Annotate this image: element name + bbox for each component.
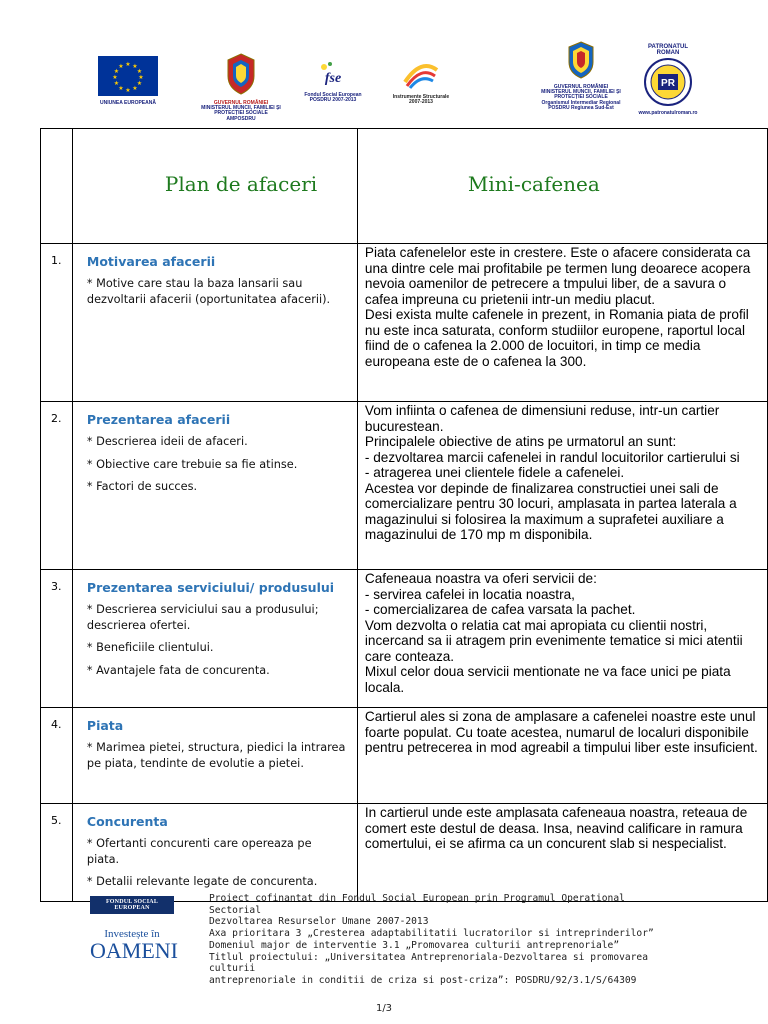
row-topic-cell (72, 570, 357, 708)
content-paragraph: Mixul celor doua servicii mentionate ne va face unici pe piata locala. (364, 664, 731, 695)
content-paragraph: Desi exista multe cafenele in prezent, in Romania piata de profil nu este inca saturata, conform studiilor europene, raportul local fiind de o cafenea la 2.000 de locuitori, in timp ce media europeana este de o cafenea la 300. (364, 307, 749, 369)
svg-text:★: ★ (136, 68, 143, 75)
patronatul-roman-logo (636, 44, 700, 117)
footer-line: antreprenoriale in conditii de criza si post-criza”: POSDRU/92/3.1/S/64309 (209, 974, 637, 986)
row-content-cell (357, 804, 767, 902)
table-header-row (41, 129, 768, 244)
eu-flag-icon (98, 56, 158, 96)
row-number: 3. (41, 570, 73, 708)
fse-mark-icon (316, 58, 350, 88)
topic-bullet: * Beneficiile clientului. (86, 641, 214, 654)
row-number: 1. (41, 244, 73, 402)
footer-fse-logo (90, 896, 178, 963)
coat-of-arms-icon (224, 52, 258, 96)
coat-of-arms-icon (566, 40, 596, 80)
topic-bullet: * Motive care stau la baza lansarii sau dezvoltarii afacerii (oportunitatea afacerii). (86, 277, 331, 306)
table-row (41, 402, 768, 570)
svg-text:★: ★ (138, 74, 144, 81)
row-number: 2. (41, 402, 73, 570)
footer-line: Titlul proiectului: „Universitatea Antreprenoriala-Dezvoltarea si promovarea culturii (209, 951, 648, 975)
eu-caption: UNIUNEA EUROPEANĂ (100, 99, 156, 106)
government-logo (198, 52, 284, 122)
topic-bullet: * Ofertanti concurenti care opereaza pe piata. (86, 837, 312, 866)
section-title: Prezentarea serviciului/ produsului (86, 580, 335, 595)
row-content-cell (357, 244, 767, 402)
table-row (41, 244, 768, 402)
gov2-caption-line: MINISTERUL MUNCII, FAMILIEI ȘI (541, 89, 621, 96)
svg-text:★: ★ (113, 68, 120, 75)
content-paragraph: Piata cafenelelor este in crestere. Este o afacere considerata ca una dintre cele mai profitabile pe termen lung deoarece acopera nevoia oamenilor de petrecere a tmpului liber, de a savura o cafea impreuna cu prietenii intr-un mediu placut. (364, 245, 751, 307)
topic-bullet: * Obiective care trebuie sa fie atinse. (86, 457, 298, 471)
row-content-cell (357, 570, 767, 708)
footer-line: Dezvoltarea Resurselor Umane 2007-2013 (209, 916, 429, 928)
row-topic-cell (72, 244, 357, 402)
structural-instruments-icon (401, 56, 441, 90)
svg-text:★: ★ (132, 63, 138, 70)
row-content-cell (357, 402, 767, 570)
content-paragraph: Principalele obiective de atins pe urmatorul an sunt: (364, 434, 677, 449)
footer-line: Proiect cofinantat din Fondul Social European prin Programul Operational Sectorial (209, 893, 625, 916)
is-caption-line: Instrumente Structurale (392, 93, 450, 100)
row-number: 4. (41, 708, 73, 804)
footer-logo-bar: FONDUL SOCIAL EUROPEAN (90, 896, 174, 914)
table-row (41, 708, 768, 804)
row-topic-cell (72, 804, 357, 902)
content-paragraph: - comercializarea de cafea varsata la pachet. (364, 602, 636, 617)
gov1-caption-line: MINISTERUL MUNCII, FAMILIEI ȘI (201, 105, 281, 112)
fse-caption-line: POSDRU 2007-2013 (309, 97, 357, 104)
content-paragraph: Cartierul ales si zona de amplasare a cafenelei noastre este unul foarte populat. Cu toate acestea, numarul de localuri disponibile pentru petrecerea in mod agreabil a timpului liber este insuficient. (364, 709, 758, 755)
svg-text:★: ★ (125, 87, 131, 94)
section-title: Piata (86, 718, 124, 733)
topic-bullet: * Descrierea serviciului sau a produsului; descrierea ofertei. (86, 603, 319, 632)
section-title: Prezentarea afacerii (86, 412, 231, 427)
section-title: Motivarea afacerii (86, 254, 216, 269)
section-title: Concurenta (86, 814, 168, 829)
content-paragraph: - servirea cafelei in locatia noastra, (364, 586, 575, 602)
svg-text:★: ★ (118, 85, 124, 92)
header-left-cell (72, 129, 357, 244)
svg-text:★: ★ (118, 63, 124, 70)
row-number: 5. (41, 804, 73, 902)
footer-logo-tagline: Investește în (104, 928, 160, 940)
topic-bullet: * Detalii relevante legate de concurenta. (86, 875, 318, 888)
business-name: Mini-cafenea (467, 172, 600, 197)
svg-text:★: ★ (132, 85, 138, 92)
gov2-caption-line: PROTECȚIEI SOCIALE (554, 94, 608, 101)
content-paragraph: - dezvoltarea marcii cafenelei in randul locuitorilor cartierului si (364, 449, 740, 465)
content-paragraph: Cafeneaua noastra va oferi servicii de: (364, 571, 597, 586)
gov1-caption-line: GUVERNUL ROMÂNIEI (213, 99, 269, 106)
footer-line: Axa prioritara 3 „Cresterea adaptabilitatii lucratorilor si intreprinderilor” (209, 928, 654, 940)
footer-logo-oameni: OAMENI (90, 938, 178, 963)
content-paragraph: In cartierul unde este amplasata cafeneaua noastra, reteaua de comert este destul de deasa. Insa, neavind calificare in ramura comertului, ei se afirma ca un concurent slab si nespecialist. (364, 805, 748, 851)
pr-seal-icon (643, 57, 693, 107)
header-right-cell (357, 129, 767, 244)
topic-bullet: * Avantajele fata de concurenta. (86, 663, 270, 677)
content-paragraph: Vom dezvolta o relatia cat mai apropiata cu clientii nostri, incercand sa ii atragem prin evenimente tematice si mici atentii care conteaza. (364, 617, 743, 664)
fse-text: fse (324, 71, 342, 86)
svg-text:★: ★ (113, 80, 120, 87)
gov1-caption-line: AMPOSDRU (226, 115, 256, 122)
row-topic-cell (72, 402, 357, 570)
plan-title: Plan de afaceri (164, 172, 318, 196)
footer-line: Domeniul major de interventie 3.1 „Promovarea culturii antreprenoriale” (209, 939, 620, 951)
topic-bullet: * Factori de succes. (86, 480, 198, 493)
eu-logo (90, 56, 166, 106)
pr-caption: PATRONATUL ROMAN (648, 44, 688, 57)
pr-letters: PR (661, 77, 675, 89)
header-num-cell (41, 129, 73, 244)
topic-bullet: * Descrierea ideii de afaceri. (86, 435, 248, 448)
footer-project-info (209, 893, 679, 987)
business-plan-table (40, 128, 768, 902)
government-logo-regional (526, 40, 636, 111)
row-content-cell (357, 708, 767, 804)
fse-caption-line: Fondul Social European (304, 91, 362, 98)
table-row (41, 804, 768, 902)
page-number: 1/3 (375, 1003, 393, 1014)
fse-logo (302, 58, 364, 103)
content-paragraph: - atragerea unei clientele fidele a cafenelei. (364, 465, 625, 480)
gov1-caption-line: PROTECȚIEI SOCIALE (214, 110, 268, 117)
structural-instruments-logo (384, 56, 458, 105)
row-topic-cell (72, 708, 357, 804)
content-paragraph: Acestea vor depinde de finalizarea constructiei unei sali de comercializare pentru 30 locuri, amplasata in partea laterala a magazinului si folosirea la maximum a suprafetei auxiliare a magazinului de 170 mp m disponibila. (364, 480, 737, 542)
svg-text:★: ★ (125, 61, 131, 68)
pr-url: www.patronatulroman.ro (638, 110, 698, 117)
content-paragraph: Vom infiinta o cafenea de dimensiuni reduse, intr-un cartier bucurestean. (364, 403, 720, 434)
gov2-caption-line: POSDRU Regiunea Sud-Est (548, 104, 614, 111)
table-row (41, 570, 768, 708)
is-caption-line: 2007-2013 (409, 99, 433, 106)
svg-text:★: ★ (136, 80, 143, 87)
topic-bullet: * Marimea pietei, structura, piedici la intrarea pe piata, tendinte de evolutie a pietei. (86, 741, 346, 770)
svg-text:★: ★ (112, 74, 118, 81)
gov2-caption-line: Organismul Intermediar Regional (541, 99, 621, 106)
gov2-caption-line: GUVERNUL ROMÂNIEI (553, 83, 609, 90)
